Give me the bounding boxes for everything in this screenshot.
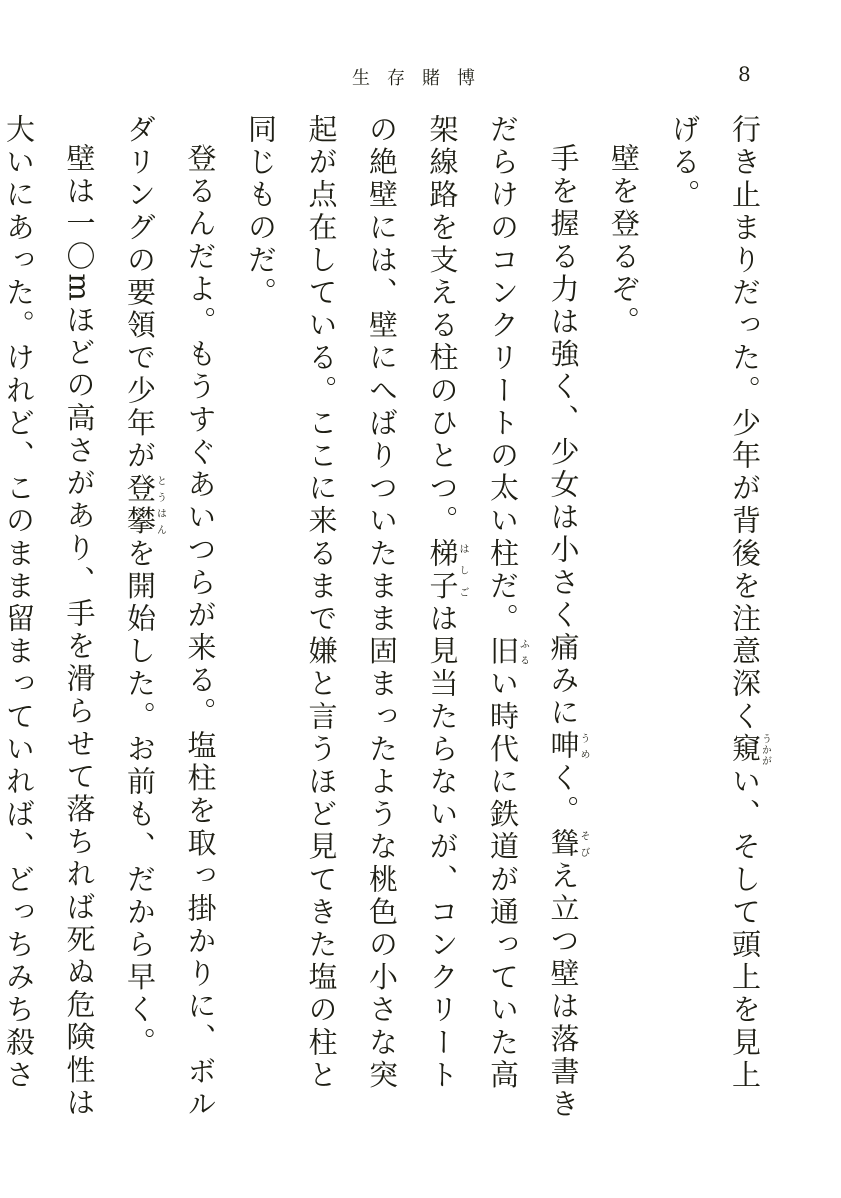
- running-header: [0, 60, 841, 96]
- text-run: は見当たらないが、コンクリートの絶壁には、壁にへばりついたまま固まったような桃色の小さな突起が点在している。ここに来るまで嫌と言うほど見てきた塩の柱と同じものだ。: [244, 114, 460, 1093]
- ruby-annotation: [425, 537, 468, 604]
- text-run: え立つ壁は落書きだらけのコンクリートの太い柱だ。: [486, 114, 581, 1122]
- paragraph: [110, 114, 231, 1124]
- ruby-base: 窺: [728, 733, 762, 767]
- ruby-annotation: [728, 733, 771, 767]
- ruby-base: 登攀: [123, 472, 157, 538]
- text-run: 行き止まりだった。少年が背後を注意深く: [728, 114, 762, 734]
- ruby-base: 聳: [546, 827, 581, 861]
- text-run: い、そして頭上を見上げる。: [667, 114, 762, 1093]
- text-run: く。: [546, 762, 581, 828]
- paragraph: [654, 114, 775, 1124]
- ruby-annotation: [546, 827, 589, 861]
- page-number: 8: [738, 62, 751, 86]
- paragraph: [231, 114, 594, 1124]
- body-text: [2, 114, 775, 1124]
- paragraph: [594, 114, 655, 1124]
- text-run: 壁は一〇mほどの高さがあり、手を滑らせて落ちれば死ぬ危険性は大いにあった。けれど、このまま留まっていれば、どっちみち殺さ: [2, 114, 97, 1120]
- ruby-annotation: [486, 635, 529, 669]
- ruby-reading: うかが: [759, 733, 771, 766]
- ruby-base: 梯子: [425, 537, 460, 604]
- text-run: 手を握る力は強く、少女は小さく痛みに: [546, 143, 581, 730]
- ruby-reading: そび: [578, 827, 589, 861]
- running-title: 生存賭博: [352, 68, 492, 89]
- ruby-reading: とうはん: [154, 472, 166, 538]
- text-run: い時代に鉄道が通っていた高架線路を支える柱のひとつ。: [425, 114, 520, 1093]
- ruby-annotation: [546, 729, 589, 763]
- text-run: 登るんだよ。もうすぐあいつらが来る。塩柱を取っ掛かりに、ボルダリングの要領で少年が: [123, 114, 218, 1121]
- ruby-reading: はしご: [457, 537, 468, 603]
- text-run: 壁を登るぞ。: [607, 143, 641, 339]
- ruby-annotation: [123, 472, 166, 538]
- ruby-reading: ふる: [517, 635, 529, 669]
- text-run: を開始した。お前も、だから早く。: [123, 537, 157, 1060]
- ruby-base: 旧: [486, 635, 520, 669]
- ruby-base: 呻: [546, 729, 581, 763]
- paragraph: [0, 114, 110, 1124]
- ruby-reading: うめ: [578, 729, 589, 763]
